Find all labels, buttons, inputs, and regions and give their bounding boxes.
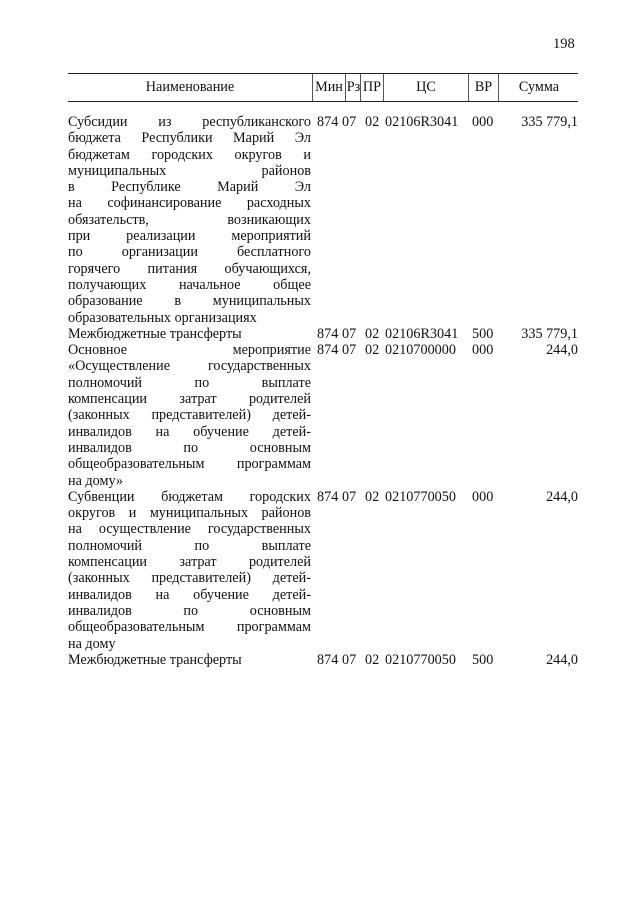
header-min: Мин bbox=[312, 74, 345, 101]
header-sum: Сумма bbox=[498, 74, 579, 101]
row-name-line: горячего питания обучающихся, bbox=[68, 260, 311, 277]
row-min: 874 bbox=[317, 342, 339, 359]
row-name bbox=[68, 652, 311, 668]
table-row bbox=[68, 489, 578, 652]
row-name-line: инвалидов на обучение детей- bbox=[68, 586, 311, 603]
page-number: 198 bbox=[553, 36, 575, 52]
row-name-line: компенсации затрат родителей bbox=[68, 554, 311, 571]
row-name-line: на осуществление государственных bbox=[68, 521, 311, 538]
row-vr: 000 bbox=[472, 114, 494, 130]
row-pr: 02 bbox=[365, 342, 380, 359]
row-name-line: Межбюджетные трансферты bbox=[68, 651, 242, 668]
row-cs: 0210770050 bbox=[385, 488, 456, 505]
row-name-line: общеобразовательным программам bbox=[68, 456, 311, 473]
row-name-line: инвалидов по основным bbox=[68, 439, 311, 456]
row-name-line: в Республике Марий Эл bbox=[68, 179, 311, 196]
row-name-line: на софинансирование расходных bbox=[68, 195, 311, 212]
row-vr: 500 bbox=[472, 651, 494, 668]
row-sum: 244,0 bbox=[546, 651, 578, 668]
table-row bbox=[68, 652, 578, 668]
row-rz: 07 bbox=[342, 114, 357, 130]
row-name-line: получающих начальное общее bbox=[68, 276, 311, 293]
row-sum: 244,0 bbox=[546, 342, 578, 359]
table-row bbox=[68, 326, 578, 342]
row-name-line: муниципальных районов bbox=[68, 162, 311, 179]
row-name bbox=[68, 326, 311, 342]
row-name-line: полномочий по выплате bbox=[68, 537, 311, 554]
row-min: 874 bbox=[317, 325, 339, 342]
row-name-line: обязательств, возникающих bbox=[68, 211, 311, 228]
row-min: 874 bbox=[317, 114, 339, 130]
row-vr: 500 bbox=[472, 325, 494, 342]
row-name-line: по организации бесплатного bbox=[68, 244, 311, 261]
row-vr: 000 bbox=[472, 342, 494, 359]
row-name-line: компенсации затрат родителей bbox=[68, 391, 311, 408]
header-rz: Рз bbox=[345, 74, 361, 101]
header-vr: ВР bbox=[468, 74, 498, 101]
row-sum: 335 779,1 bbox=[521, 325, 578, 342]
row-rz: 07 bbox=[342, 342, 357, 359]
row-name-line: Основное мероприятие bbox=[68, 342, 311, 359]
row-name bbox=[68, 114, 311, 326]
row-name-line: инвалидов на обучение детей- bbox=[68, 423, 311, 440]
row-pr: 02 bbox=[365, 325, 380, 342]
row-name-line: бюджета Республики Марий Эл bbox=[68, 130, 311, 147]
row-min: 874 bbox=[317, 488, 339, 505]
row-rz: 07 bbox=[342, 325, 357, 342]
row-name-line: бюджетам городских округов и bbox=[68, 146, 311, 163]
row-name-line: при реализации мероприятий bbox=[68, 228, 311, 245]
row-name-line: Межбюджетные трансферты bbox=[68, 325, 242, 342]
row-name-line: общеобразовательным программам bbox=[68, 619, 311, 636]
row-name bbox=[68, 489, 311, 652]
row-name-line: (законных представителей) детей- bbox=[68, 570, 311, 587]
table-row bbox=[68, 342, 578, 489]
row-cs: 0210700000 bbox=[385, 342, 456, 359]
row-name-line: Субвенции бюджетам городских bbox=[68, 488, 311, 505]
row-cs: 0210770050 bbox=[385, 651, 456, 668]
table-header bbox=[68, 73, 578, 102]
row-name-line: округов и муниципальных районов bbox=[68, 505, 311, 522]
row-name-line: «Осуществление государственных bbox=[68, 358, 311, 375]
header-name: Наименование bbox=[145, 79, 235, 95]
row-cs: 02106R3041 bbox=[385, 325, 459, 342]
table-row bbox=[68, 114, 578, 326]
row-rz: 07 bbox=[342, 488, 357, 505]
row-min: 874 bbox=[317, 651, 339, 668]
row-pr: 02 bbox=[365, 651, 380, 668]
row-name-line: образование в муниципальных bbox=[68, 293, 311, 310]
row-pr: 02 bbox=[365, 488, 380, 505]
row-sum: 335 779,1 bbox=[521, 114, 578, 130]
row-name bbox=[68, 342, 311, 489]
row-vr: 000 bbox=[472, 488, 494, 505]
row-name-line: инвалидов по основным bbox=[68, 602, 311, 619]
table-body bbox=[68, 114, 578, 668]
header-cs: ЦС bbox=[383, 74, 468, 101]
row-name-line: образовательных организациях bbox=[68, 309, 257, 326]
row-rz: 07 bbox=[342, 651, 357, 668]
row-name-line: (законных представителей) детей- bbox=[68, 407, 311, 424]
row-name-line: полномочий по выплате bbox=[68, 374, 311, 391]
header-pr: ПР bbox=[360, 74, 383, 101]
row-cs: 02106R3041 bbox=[385, 114, 459, 130]
row-name-line: на дому» bbox=[68, 472, 123, 489]
row-name-line: на дому bbox=[68, 635, 116, 652]
row-pr: 02 bbox=[365, 114, 380, 130]
row-name-line: Субсидии из республиканского bbox=[68, 114, 311, 130]
row-sum: 244,0 bbox=[546, 488, 578, 505]
